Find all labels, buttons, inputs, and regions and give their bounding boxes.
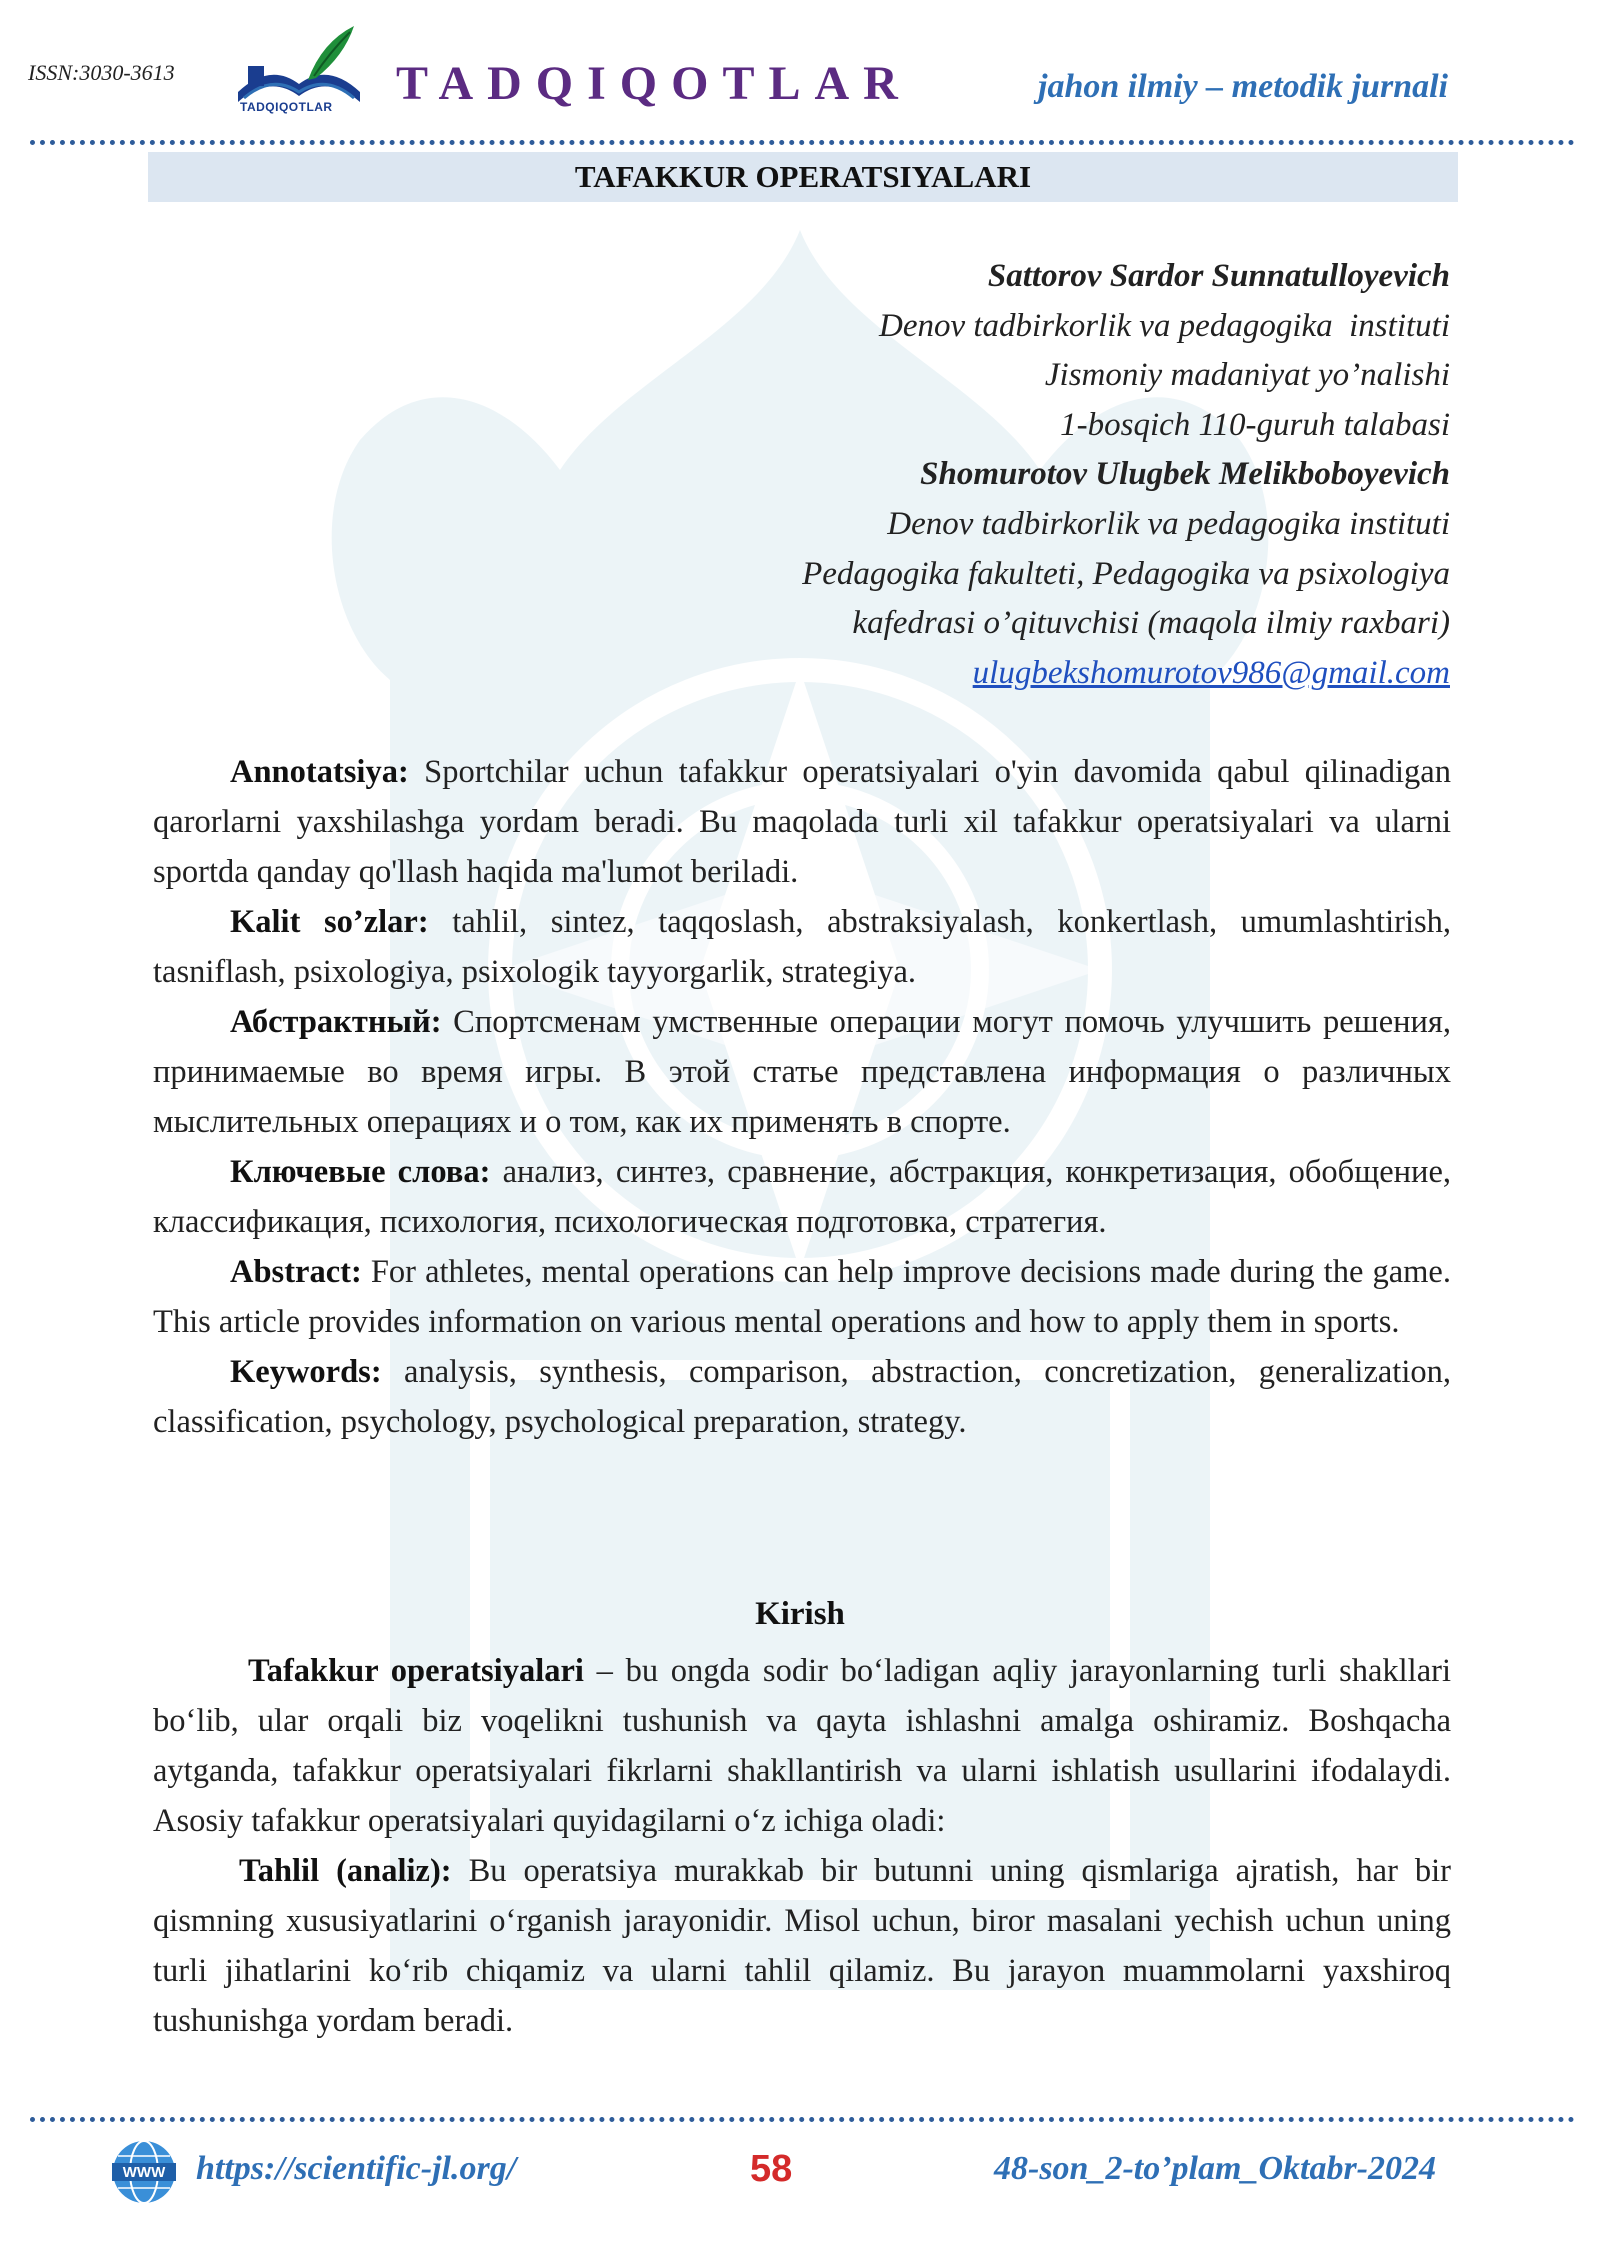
intro-p2-term: Tahlil (analiz): [239, 1853, 452, 1889]
article-title: TAFAKKUR OPERATSIYALARI [574, 159, 1032, 194]
logo-caption: TADQIQOTLAR [240, 100, 333, 114]
keywords-en-label: Keywords: [230, 1354, 382, 1390]
abstract-en-label: Abstract: [230, 1254, 362, 1290]
intro-p1-text: – bu ongda sodir bo‘ladigan aqliy jarayonlarning turli shakllari bo‘lib, ular orqali biz voqelikni tushunish va qayta ishlashni amalga oshiramiz. Boshqacha aytganda, tafakkur operatsiyalari fikrlarni shakllantirish va ularni ishlatish usullarini ifodalaydi. Asosiy tafakkur operatsiyalari quyidagilarni o‘z ichiga oladi: [153, 1653, 1451, 1839]
intro-paragraph-2 [153, 1846, 1451, 2046]
page-footer [0, 2130, 1600, 2250]
author-email-link[interactable]: ulugbekshomurotov986@gmail.com [972, 654, 1450, 691]
footer-divider [30, 2117, 1575, 2122]
section-heading-kirish: Kirish [755, 1596, 845, 1632]
globe-www-icon [110, 2138, 178, 2206]
author1-affiliation-line3: 1-bosqich 110-guruh talabasi [1060, 406, 1450, 443]
keywords-uz-text: tahlil, sintez, taqqoslash, abstraksiyalash, konkertlash, umumlashtirish, tasniflash, psixologiya, psixologik tayyorgarlik, strategiya. [153, 904, 1451, 990]
keywords-en-text: analysis, synthesis, comparison, abstraction, concretization, generalization, classification, psychology, psychological preparation, strategy. [153, 1354, 1451, 1440]
keywords-ru-text: анализ, синтез, сравнение, абстракция, конкретизация, обобщение, классификация, психология, психологическая подготовка, стратегия. [153, 1154, 1451, 1240]
author2-affiliation-line1: Denov tadbirkorlik va pedagogika instituti [887, 505, 1450, 542]
www-icon-text: WWW [122, 2164, 166, 2181]
page-number: 58 [750, 2148, 793, 2190]
journal-name: TADQIQOTLAR [396, 57, 912, 110]
journal-subtitle: jahon ilmiy – metodik jurnali [1038, 68, 1448, 105]
author1-affiliation-line1: Denov tadbirkorlik va pedagogika instituti [879, 307, 1450, 344]
abstract-uz-label: Annotatsiya: [230, 754, 409, 790]
article-title-bar [148, 152, 1458, 202]
abstract-uz-text: Sportchilar uchun tafakkur operatsiyalari o'yin davomida qabul qilinadigan qarorlarni yaxshilashga yordam beradi. Bu maqolada turli xil tafakkur operatsiyalari va ularni sportda qanday qo'llash haqida ma'lumot beriladi. [153, 754, 1451, 890]
keywords-uz-label: Kalit so’zlar: [230, 904, 429, 940]
abstract-ru-label: Абстрактный: [230, 1004, 442, 1040]
journal-url-link[interactable]: https://scientific-jl.org/ [196, 2150, 517, 2187]
issn-label: ISSN:3030-3613 [28, 60, 175, 85]
page-header [0, 0, 1600, 150]
intro-p2-text: Bu operatsiya murakkab bir butunni uning qismlariga ajratish, har bir qismning xususiyatlarini o‘rganish jarayonidir. Misol uchun, biror masalani yechish uchun uning turli jihatlarini ko‘rib chiqamiz va ularni tahlil qilamiz. Bu jarayon muammolarni yaxshiroq tushunishga yordam beradi. [153, 1853, 1452, 2039]
abstract-en-text: For athletes, mental operations can help improve decisions made during the game. This article provides information on various mental operations and how to apply them in sports. [153, 1254, 1451, 1340]
intro-section [153, 1646, 1451, 2046]
abstract-ru-text: Спортсменам умственные операции могут помочь улучшить решения, принимаемые во время игры. В этой статье представлена информация о различных мыслительных операциях и о том, как их применять в спорте. [153, 1004, 1451, 1140]
abstract-section [153, 747, 1451, 1447]
author2-name: Shomurotov Ulugbek Melikboboyevich [920, 456, 1450, 493]
keywords-ru-label: Ключевые слова: [230, 1154, 491, 1190]
author1-affiliation-line2: Jismoniy madaniyat yo’nalishi [1044, 357, 1450, 394]
author-block [802, 252, 1450, 698]
author2-affiliation-line2: Pedagogika fakulteti, Pedagogika va psixologiya [802, 555, 1450, 592]
header-divider [30, 140, 1575, 145]
intro-p1-term: Tafakkur operatsiyalari [248, 1653, 584, 1689]
abstract-ru [153, 997, 1451, 1147]
keywords-en [153, 1347, 1451, 1447]
issue-info: 48-son_2-to’plam_Oktabr-2024 [994, 2150, 1436, 2187]
author1-name: Sattorov Sardor Sunnatulloyevich [987, 258, 1450, 294]
intro-paragraph-1 [153, 1646, 1451, 1846]
abstract-uz [153, 747, 1451, 897]
author2-affiliation-line3: kafedrasi o’qituvchisi (maqola ilmiy raxbari) [852, 605, 1450, 642]
abstract-en [153, 1247, 1451, 1347]
keywords-ru [153, 1147, 1451, 1247]
keywords-uz [153, 897, 1451, 997]
